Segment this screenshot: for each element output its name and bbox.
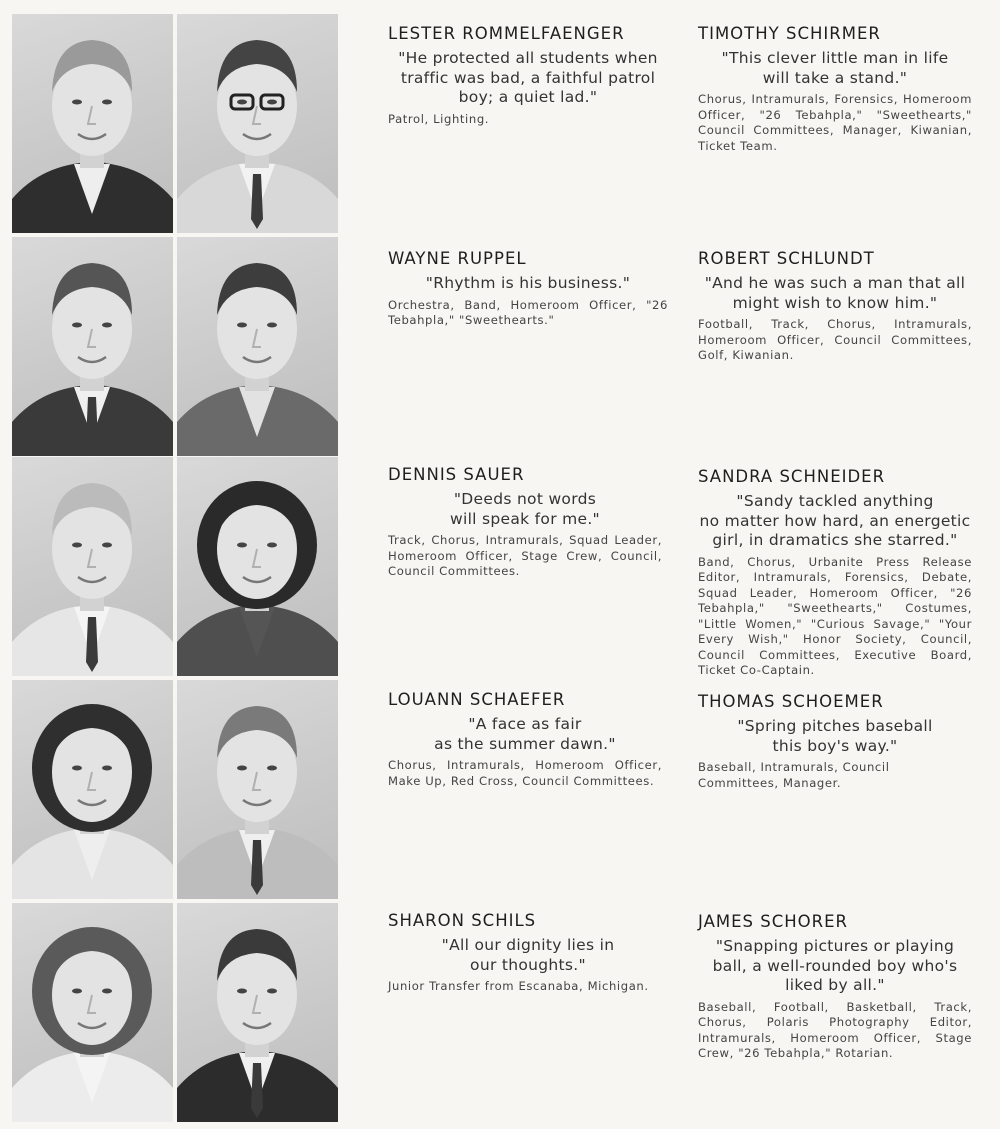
quote-line: "And he was such a man that all [704,274,966,292]
student-quote [698,492,972,551]
quote-line: girl, in dramatics she starred." [712,531,958,549]
student-name: ROBERT SCHLUNDT [698,249,875,268]
portrait-image [12,14,173,233]
student-entry [698,912,972,1062]
portrait-louann-schaefer [12,680,173,899]
student-quote [698,937,972,996]
portrait-image [12,680,173,899]
quote-line: no matter how hard, an energetic [699,511,971,530]
student-quote [388,715,662,754]
portrait-grid [12,14,342,1114]
student-name: SANDRA SCHNEIDER [698,467,886,486]
portrait-image [12,903,173,1122]
student-name: LESTER ROMMELFAENGER [388,24,625,43]
student-quote [388,490,662,529]
quote-line: "This clever little man in life [721,49,949,67]
quote-line: liked by all." [785,976,885,994]
portrait-image [177,237,338,456]
portrait-robert-schlundt [177,237,338,456]
student-entry [698,692,972,791]
student-quote [388,49,668,108]
quote-line: boy; a quiet lad." [458,88,598,106]
student-activities: Patrol, Lighting. [388,111,490,126]
portrait-image [177,14,338,233]
portrait-thomas-schoemer [177,680,338,899]
quote-line: "Deeds not words [453,490,597,508]
student-entry [388,249,668,329]
student-name: JAMES SCHORER [698,912,848,931]
quote-line: our thoughts." [470,955,586,974]
portrait-lester-rommelfaenger [12,14,173,233]
student-activities: Track, Chorus, Intramurals, Squad Leader, Homeroom Officer, Stage Crew, Council, Council Committees. [388,533,662,578]
quote-line: will take a stand." [762,68,908,87]
student-entry [698,249,972,364]
quote-line: "Spring pitches baseball [737,717,933,735]
portrait-wayne-ruppel [12,237,173,456]
student-entry [388,24,668,127]
student-entry [388,690,662,789]
student-activities: Orchestra, Band, Homeroom Officer, "26 Tebahpla," "Sweethearts." [388,297,668,327]
student-activities: Chorus, Intramurals, Homeroom Officer, Make Up, Red Cross, Council Committees. [388,758,662,788]
student-name: LOUANN SCHAEFER [388,690,566,709]
quote-line: might wish to know him." [732,293,938,312]
student-quote [698,49,972,88]
student-activities: Band, Chorus, Urbanite Press Release Editor, Intramurals, Forensics, Debate, Squad Leader, Homeroom Officer, "26 Tebahpla," "Sweethearts," Costumes, "Little Women," "Curious Savage," "Your Every Wish," Honor Society, Council, Council Committees, Executive Board, Ticket Co-Captain. [698,554,972,677]
student-quote [388,936,668,975]
student-activities: Football, Track, Chorus, Intramurals, Homeroom Officer, Council Committees, Golf, Kiwanian. [698,317,972,362]
portrait-sandra-schneider [177,457,338,676]
portrait-image [12,237,173,456]
quote-line: ball, a well-rounded boy who's [712,956,958,975]
student-name: THOMAS SCHOEMER [698,692,884,711]
student-entry [698,24,972,154]
student-quote [698,717,972,756]
portrait-sharon-schils [12,903,173,1122]
quote-line: this boy's way." [772,736,898,755]
student-name: SHARON SCHILS [388,911,537,930]
student-name: WAYNE RUPPEL [388,249,527,268]
quote-line: "A face as fair [468,715,582,733]
portrait-image [177,903,338,1122]
student-entry [698,467,972,679]
quote-line: traffic was bad, a faithful patrol [400,68,656,87]
portrait-image [12,457,173,676]
portrait-image [177,680,338,899]
quote-line: "Rhythm is his business." [425,274,631,292]
quote-line: "Snapping pictures or playing [715,937,955,955]
student-name: TIMOTHY SCHIRMER [698,24,881,43]
student-activities: Junior Transfer from Escanaba, Michigan. [388,979,649,993]
student-activities: Chorus, Intramurals, Forensics, Homeroom Officer, "26 Tebahpla," "Sweethearts," Council Committees, Manager, Kiwanian, Ticket Team. [698,92,972,153]
student-name: DENNIS SAUER [388,465,525,484]
student-activities: Baseball, Intramurals, Council Committees, Manager. [698,760,890,790]
student-quote [388,274,668,294]
quote-line: "Sandy tackled anything [736,492,934,510]
quote-line: as the summer dawn." [434,734,616,753]
portrait-dennis-sauer [12,457,173,676]
portrait-james-schorer [177,903,338,1122]
student-entry [388,911,668,995]
quote-line: will speak for me." [449,509,600,528]
student-entry [388,465,662,580]
portrait-image [177,457,338,676]
quote-line: "He protected all students when [398,49,658,67]
student-quote [698,274,972,313]
student-activities: Baseball, Football, Basketball, Track, Chorus, Polaris Photography Editor, Intramurals, Homeroom Officer, Stage Crew, "26 Tebahpla," Rotarian. [698,999,972,1060]
portrait-timothy-schirmer [177,14,338,233]
quote-line: "All our dignity lies in [441,936,615,954]
